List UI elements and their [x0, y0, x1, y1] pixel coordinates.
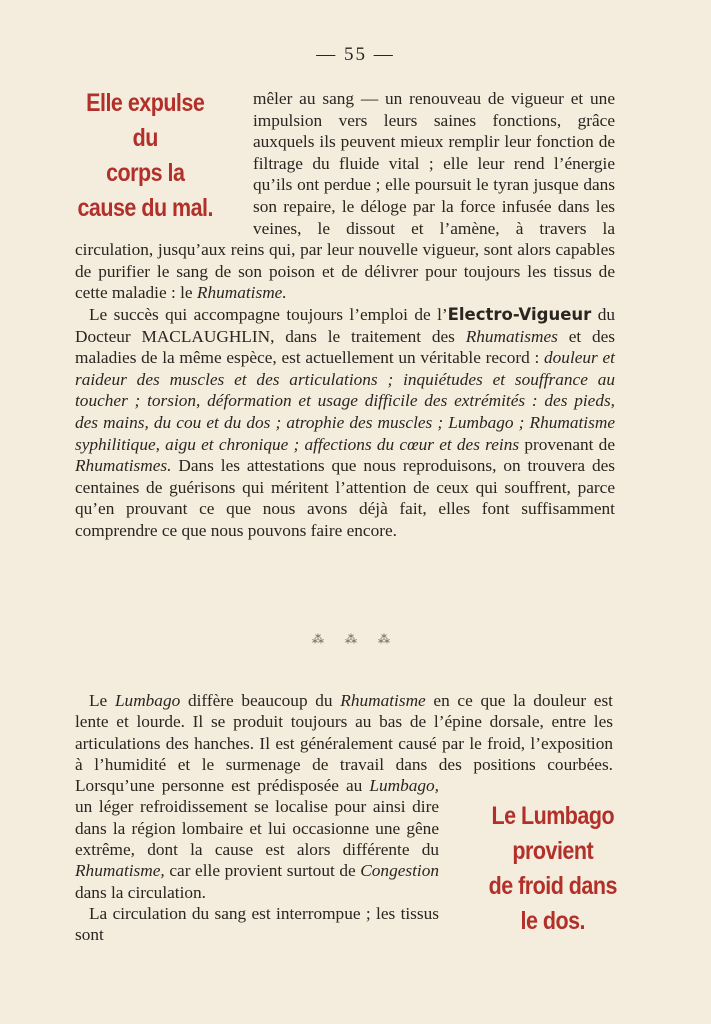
lumbago-text-g: un léger refroidissement se localise pour ainsi dire dans la région lombaire et lui occasionne une gêne extrême, dont la cause est alors différente du	[75, 797, 439, 860]
lumbago-italic-j: Congestion	[360, 861, 439, 881]
margin-note-line: le dos.	[520, 907, 586, 936]
paragraph-2-italic-c: Rhumatismes	[465, 326, 558, 346]
symptom-list: douleur et raideur des muscles et des articulations ; inquiétudes et souffrance au toucher ; torsion, déformation et usage difficile des extrémités : des pieds, des mains, du cou et du dos ; atrophie des muscles ; Lumbago ; Rhumatisme syphilitique, aigu et chronique ; affections du cœur et des reins	[75, 348, 615, 454]
lumbago-italic-f: Lumbago,	[369, 776, 439, 796]
paragraph-1-end-prefix: le	[180, 283, 193, 303]
margin-note-expulse	[73, 86, 217, 226]
section-lumbago	[75, 690, 617, 946]
lumbago-text-e: en ce que la douleur est lente et lourde. Il se produit toujours au bas de l’épine dorsale, entre les articulations des hanches. Il est généralement causé par le froid, l’exposition à l’humidité et le surmenage de travail dans des positions courbées. Lorsqu’une personne est prédisposée au	[75, 691, 613, 796]
margin-note-lumbago	[475, 799, 619, 939]
margin-note-line: corps la	[106, 159, 185, 187]
lumbago-text-k: dans la circulation.	[75, 882, 207, 902]
paragraph-2-text-b: du Docteur MACLAUGHLIN, dans le traitement des	[75, 304, 615, 346]
paragraph-1-text: mêler au sang — un renouveau de vigueur et une impulsion vers leurs saines fonctions, grâce auxquels ils peuvent mieux remplir leur fonction de filtrage du fluide vital ; elle leur rend l’énergie qu’ils ont perdue ; elle poursuit le tyran jusque dans son repaire, le déloge par la force infusée dans les veines, le dissout et l’amène, à travers la circulation, jusqu’aux reins qui, par leur nouvelle vigueur, sont alors capables de purifier le sang de son poison et de délivrer pour toujours les tissus de cette maladie :	[75, 89, 615, 303]
paragraph-2-text-f: provenant de	[524, 434, 615, 454]
lumbago-text-i: car elle provient surtout de	[169, 861, 356, 881]
paragraph-1-end-italic: Rhumatisme.	[196, 283, 287, 303]
margin-note-line: cause du mal.	[77, 194, 213, 222]
lumbago-italic-b: Lumbago	[114, 691, 181, 710]
paragraph-2-text-d: et des maladies de la même espèce, est actuellement un véritable record :	[75, 326, 615, 368]
paragraph-2-text-h: Dans les attestations que nous reproduisons, on trouvera des centaines de guérisons qui méritent l’attention de ceux qui souffrent, parce qu’en prouvant ce que nous avons déjà fait, elles font suffisamment comprendre ce que nous pouvons faire encore.	[75, 456, 615, 540]
brand-name: Electro-Vigueur	[447, 304, 592, 324]
paragraph-2-text-a: Le succès qui accompagne toujours l’emploi de l’	[89, 304, 448, 324]
section-separator: ⁂ ⁂ ⁂	[312, 632, 399, 646]
section-electro-vigueur	[75, 88, 615, 541]
paragraph-2-italic-g: Rhumatismes.	[75, 456, 172, 476]
margin-note-line: Elle expulse du	[86, 89, 205, 152]
paragraph-circulation: La circulation du sang est interrompue ; les tissus sont	[75, 903, 439, 945]
lumbago-text-c: diffère beaucoup du	[187, 691, 333, 710]
lumbago-text-a: Le	[89, 691, 108, 710]
margin-note-line: Le Lumbago	[491, 802, 615, 831]
lumbago-italic-d: Rhumatisme	[340, 691, 426, 710]
lumbago-italic-h: Rhumatisme,	[75, 861, 165, 881]
margin-note-line: de froid dans	[488, 872, 617, 901]
margin-note-line: provient	[512, 837, 594, 866]
paragraph-2	[75, 304, 615, 542]
page-number: — 55 —	[316, 44, 395, 65]
